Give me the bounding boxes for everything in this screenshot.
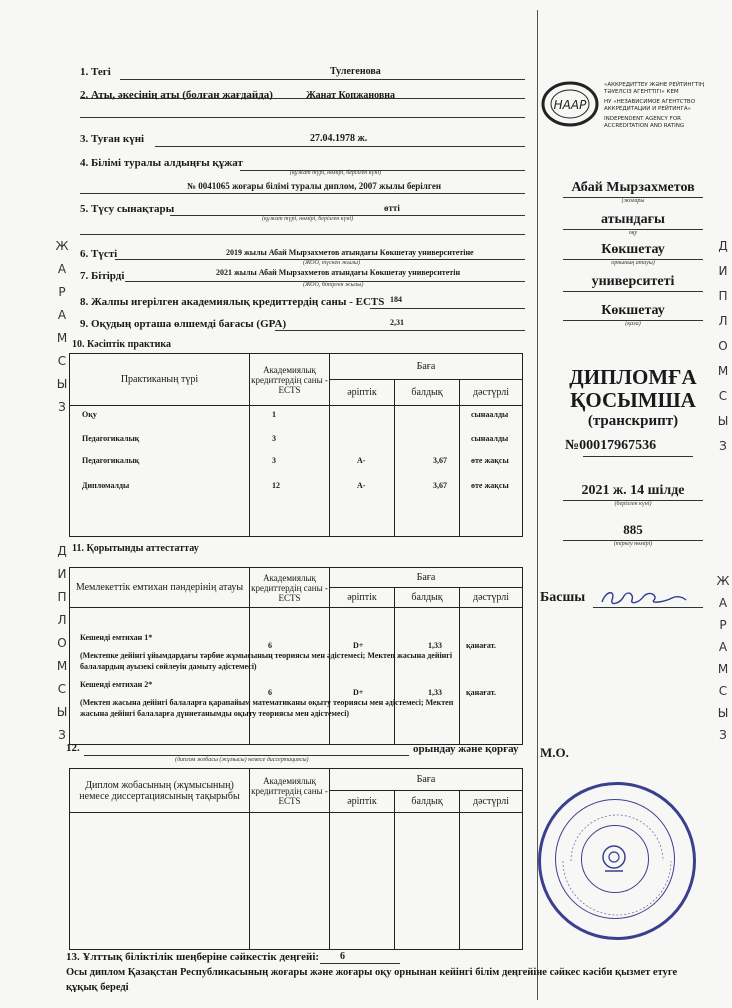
watermark-letter: Л xyxy=(718,314,728,328)
exam-description-2: балалардың ауызекі сөйлеуін дамыту әдістемесі) xyxy=(80,662,257,671)
watermark-letter: Р xyxy=(58,285,66,299)
thesis-header-title: Диплом жобасының (жұмысының) немесе диссертациясының тақырыбы xyxy=(70,769,250,813)
watermark-letter: С xyxy=(718,684,728,698)
practice-points: 3,67 xyxy=(433,456,447,465)
doc-title-line2: ҚОСЫМША xyxy=(570,388,696,412)
watermark-letter: С xyxy=(57,682,67,696)
field-credits-value: 184 xyxy=(390,295,402,304)
watermark-letter: И xyxy=(57,567,67,581)
watermark-letter: И xyxy=(718,264,728,278)
field-prev-doc-label: 4. Білімі туралы алдыңғы құжат xyxy=(80,157,243,169)
city-value: Көкшетау xyxy=(601,303,665,318)
exam-header-grade: Баға xyxy=(330,568,523,588)
field-enrolled-value: 2019 жылы Абай Мырзахметов атындағы Көкшетау университетіне xyxy=(226,248,474,257)
field-graduated-label: 7. Бітірді xyxy=(80,270,125,282)
exam-letter: D+ xyxy=(353,641,364,650)
field-gpa-label: 9. Оқудың орташа өлшемді бағасы (GPA) xyxy=(80,318,287,330)
watermark-letter: О xyxy=(57,636,67,650)
field-credits-label: 8. Жалпы игерілген академиялық кредиттердің саны - ECTS xyxy=(80,296,385,308)
watermark-letter: А xyxy=(718,640,728,654)
exam-description-1: (Мектеп жасына дейінгі балаларға қарапайым математиканы оқыту теориясы мен әдістемесі; Мектеп xyxy=(80,698,454,707)
practice-header-traditional: дәстүрлі xyxy=(460,380,523,406)
thesis-header-grade: Баға xyxy=(330,769,523,791)
watermark-letter: С xyxy=(718,389,728,403)
exam-name: Кешенді емтихан 2* xyxy=(80,680,153,689)
practice-traditional: сынаалды xyxy=(471,434,509,443)
agency-name-en: INDEPENDENT AGENCY FOR ACCREDITATION AND RATING xyxy=(604,116,685,129)
head-signature xyxy=(598,586,688,615)
watermark-letter: О xyxy=(718,339,728,353)
watermark-letter: Д xyxy=(57,544,67,558)
issue-date-note: (берілген күні) xyxy=(614,501,652,507)
practice-header-grade: Баға xyxy=(330,354,523,380)
field-surname-label: 1. Тегі xyxy=(80,66,111,78)
practice-points: 3,67 xyxy=(433,481,447,490)
field-surname-value: Тулегенова xyxy=(330,66,381,77)
exam-header-points: балдық xyxy=(395,588,460,608)
svg-text:НААР: НААР xyxy=(553,98,587,112)
section-thesis-note: (диплом жобасы (жұмысы) немесе диссертациясы) xyxy=(175,757,309,763)
watermark-letter: М xyxy=(717,364,729,378)
watermark-letter: М xyxy=(717,662,729,676)
exam-description-1: (Мектепке дейінгі ұйымдардағы тәрбие жұмысының теориясы мен әдістемесі; Мектеп жасына дейінгі xyxy=(80,651,453,660)
watermark-letter: М xyxy=(56,331,68,345)
field-birthdate-value: 27.04.1978 ж. xyxy=(310,133,368,144)
practice-table xyxy=(69,353,523,537)
watermark-letter: А xyxy=(57,262,67,276)
practice-header-credits: Академиялық кредиттердің саны - ECTS xyxy=(250,354,330,406)
thesis-header-points: балдық xyxy=(395,791,460,813)
field-name-label: 2. Аты, әкесінің аты (болған жағдайда) xyxy=(80,89,273,101)
watermark-right-top xyxy=(716,240,730,465)
footer-rights-text: Осы диплом Қазақстан Республикасының жоғары және жоғары оқу орнынан кейінгі білім деңгейіне сәйкес кәсіби қызмет етуге xyxy=(66,967,678,978)
exam-header-name: Мемлекеттік емтихан пәндерінің атауы xyxy=(70,568,250,608)
field-enrolled-note: (ЖОО, түскен жылы) xyxy=(303,260,360,266)
watermark-letter: Ж xyxy=(55,239,69,253)
watermark-letter: С xyxy=(57,354,67,368)
practice-name: Педагогикалық xyxy=(82,434,140,443)
watermark-letter: П xyxy=(57,590,67,604)
university-line2: атындағы xyxy=(601,212,665,227)
watermark-letter: Ы xyxy=(56,705,68,719)
practice-letter: A- xyxy=(357,456,366,465)
exam-points: 1,33 xyxy=(428,641,442,650)
city-note: (қала) xyxy=(625,321,641,327)
exam-letter: D+ xyxy=(353,688,364,697)
agency-logo-icon xyxy=(541,80,599,128)
section-practice-label: 10. Кәсіптік практика xyxy=(72,339,171,350)
watermark-letter: З xyxy=(58,728,66,742)
watermark-letter: А xyxy=(718,596,728,610)
watermark-letter: З xyxy=(58,400,66,414)
stamp-label: М.О. xyxy=(540,745,569,760)
nqf-level-label: 13. Ұлттық біліктілік шеңберіне сәйкестік деңгейі: xyxy=(66,951,320,963)
exam-credits: 6 xyxy=(268,641,272,650)
nqf-level-value: 6 xyxy=(340,951,345,962)
field-exams-note: (құжат түрі, нөмірі, берілген күні) xyxy=(262,216,354,222)
watermark-left-bottom xyxy=(55,545,69,752)
practice-name: Педагогикалық xyxy=(82,456,140,465)
thesis-table xyxy=(69,768,523,950)
practice-traditional: сынаалды xyxy=(471,410,509,419)
practice-traditional: өте жақсы xyxy=(471,481,509,490)
thesis-header-traditional: дәстүрлі xyxy=(460,791,523,813)
agency-text xyxy=(604,82,719,130)
university-line4: университеті xyxy=(591,274,675,289)
practice-header-type: Практиканың түрі xyxy=(70,354,250,406)
watermark-right-bottom xyxy=(716,575,730,751)
exam-name: Кешенді емтихан 1* xyxy=(80,633,153,642)
exam-traditional: қанағат. xyxy=(466,641,496,650)
exam-header-credits: Академиялық кредиттердің саны - ECTS xyxy=(250,568,330,608)
university-note1: (жоғары xyxy=(621,198,645,204)
university-line1: Абай Мырзахметов xyxy=(571,180,695,195)
section-attestation-label: 11. Қорытынды аттестаттау xyxy=(72,543,199,554)
field-graduated-value: 2021 жылы Абай Мырзахметов атындағы Көкшетау университетін xyxy=(216,268,461,277)
watermark-letter: З xyxy=(719,728,727,742)
reg-number-note: (тіркеу нөмірі) xyxy=(613,541,653,547)
thesis-header-letter: әріптік xyxy=(330,791,395,813)
practice-header-points: балдық xyxy=(395,380,460,406)
practice-credits: 3 xyxy=(272,434,276,443)
issue-date: 2021 ж. 14 шілде xyxy=(581,483,685,498)
practice-credits: 12 xyxy=(272,481,280,490)
field-graduated-note: (ЖОО, бітірген жылы) xyxy=(303,282,364,288)
field-birthdate-label: 3. Туған күні xyxy=(80,133,145,145)
university-line3: Көкшетау xyxy=(601,242,665,257)
watermark-letter: Д xyxy=(718,239,728,253)
field-name-value: Жанат Копжановна xyxy=(306,90,395,101)
exam-traditional: қанағат. xyxy=(466,688,496,697)
doc-title-line3: (транскрипт) xyxy=(587,413,679,429)
exam-points: 1,33 xyxy=(428,688,442,697)
official-seal xyxy=(538,782,696,940)
agency-name-ru: НУ «НЕЗАВИСИМОЕ АГЕНТСТВО АККРЕДИТАЦИИ И РЕЙТИНГА» xyxy=(604,99,696,112)
watermark-letter: П xyxy=(718,289,728,303)
practice-credits: 3 xyxy=(272,456,276,465)
watermark-letter: Ы xyxy=(717,706,729,720)
watermark-left-top xyxy=(55,240,69,424)
practice-header-letter: әріптік xyxy=(330,380,395,406)
exam-credits: 6 xyxy=(268,688,272,697)
practice-name: Оқу xyxy=(82,410,97,419)
watermark-letter: Ы xyxy=(56,377,68,391)
watermark-letter: Р xyxy=(719,618,727,632)
watermark-letter: Л xyxy=(57,613,67,627)
practice-traditional: өте жақсы xyxy=(471,456,509,465)
head-label: Басшы xyxy=(540,590,586,605)
field-gpa-value: 2,31 xyxy=(390,318,404,327)
field-exams-value: өтті xyxy=(384,203,400,213)
field-prev-doc-note: (құжат түрі, нөмірі, берілген күні) xyxy=(290,170,382,176)
section-thesis-suffix: орындау және қорғау xyxy=(413,743,519,755)
section-thesis-label: 12. xyxy=(66,742,80,754)
doc-number: №00017967536 xyxy=(565,438,657,453)
watermark-letter: Ы xyxy=(717,414,729,428)
doc-title-line1: ДИПЛОМҒА xyxy=(569,365,697,389)
field-prev-doc-value: № 0041065 жоғары білімі туралы диплом, 2007 жылы берілген xyxy=(187,181,441,191)
watermark-letter: З xyxy=(719,439,727,453)
practice-name: Дипломалды xyxy=(82,481,130,490)
exam-header-letter: әріптік xyxy=(330,588,395,608)
watermark-letter: А xyxy=(57,308,67,322)
agency-name-kz: «АККРЕДИТТЕУ ЖӘНЕ РЕЙТИНГТІҢ ТӘУЕЛСІЗ АГЕНТТІГІ» КЕМ xyxy=(604,82,705,95)
university-note3: орнының атауы) xyxy=(611,260,655,266)
watermark-letter: Ж xyxy=(716,574,730,588)
field-exams-label: 5. Түсу сынақтары xyxy=(80,203,175,215)
exam-header-traditional: дәстүрлі xyxy=(460,588,523,608)
agency-logo xyxy=(541,80,599,128)
exam-description-2: жасына дейінгі балаларға дүниетанымды оқыту теориясы мен әдістемесі) xyxy=(80,709,350,718)
field-enrolled-label: 6. Түсті xyxy=(80,248,118,260)
university-note2: оқу xyxy=(628,230,638,236)
footer-rights-text-cut: құқық береді xyxy=(66,982,129,992)
practice-credits: 1 xyxy=(272,410,276,419)
watermark-letter: М xyxy=(56,659,68,673)
thesis-header-credits: Академиялық кредиттердің саны - ECTS xyxy=(250,769,330,813)
practice-letter: A- xyxy=(357,481,366,490)
reg-number: 885 xyxy=(623,522,643,537)
